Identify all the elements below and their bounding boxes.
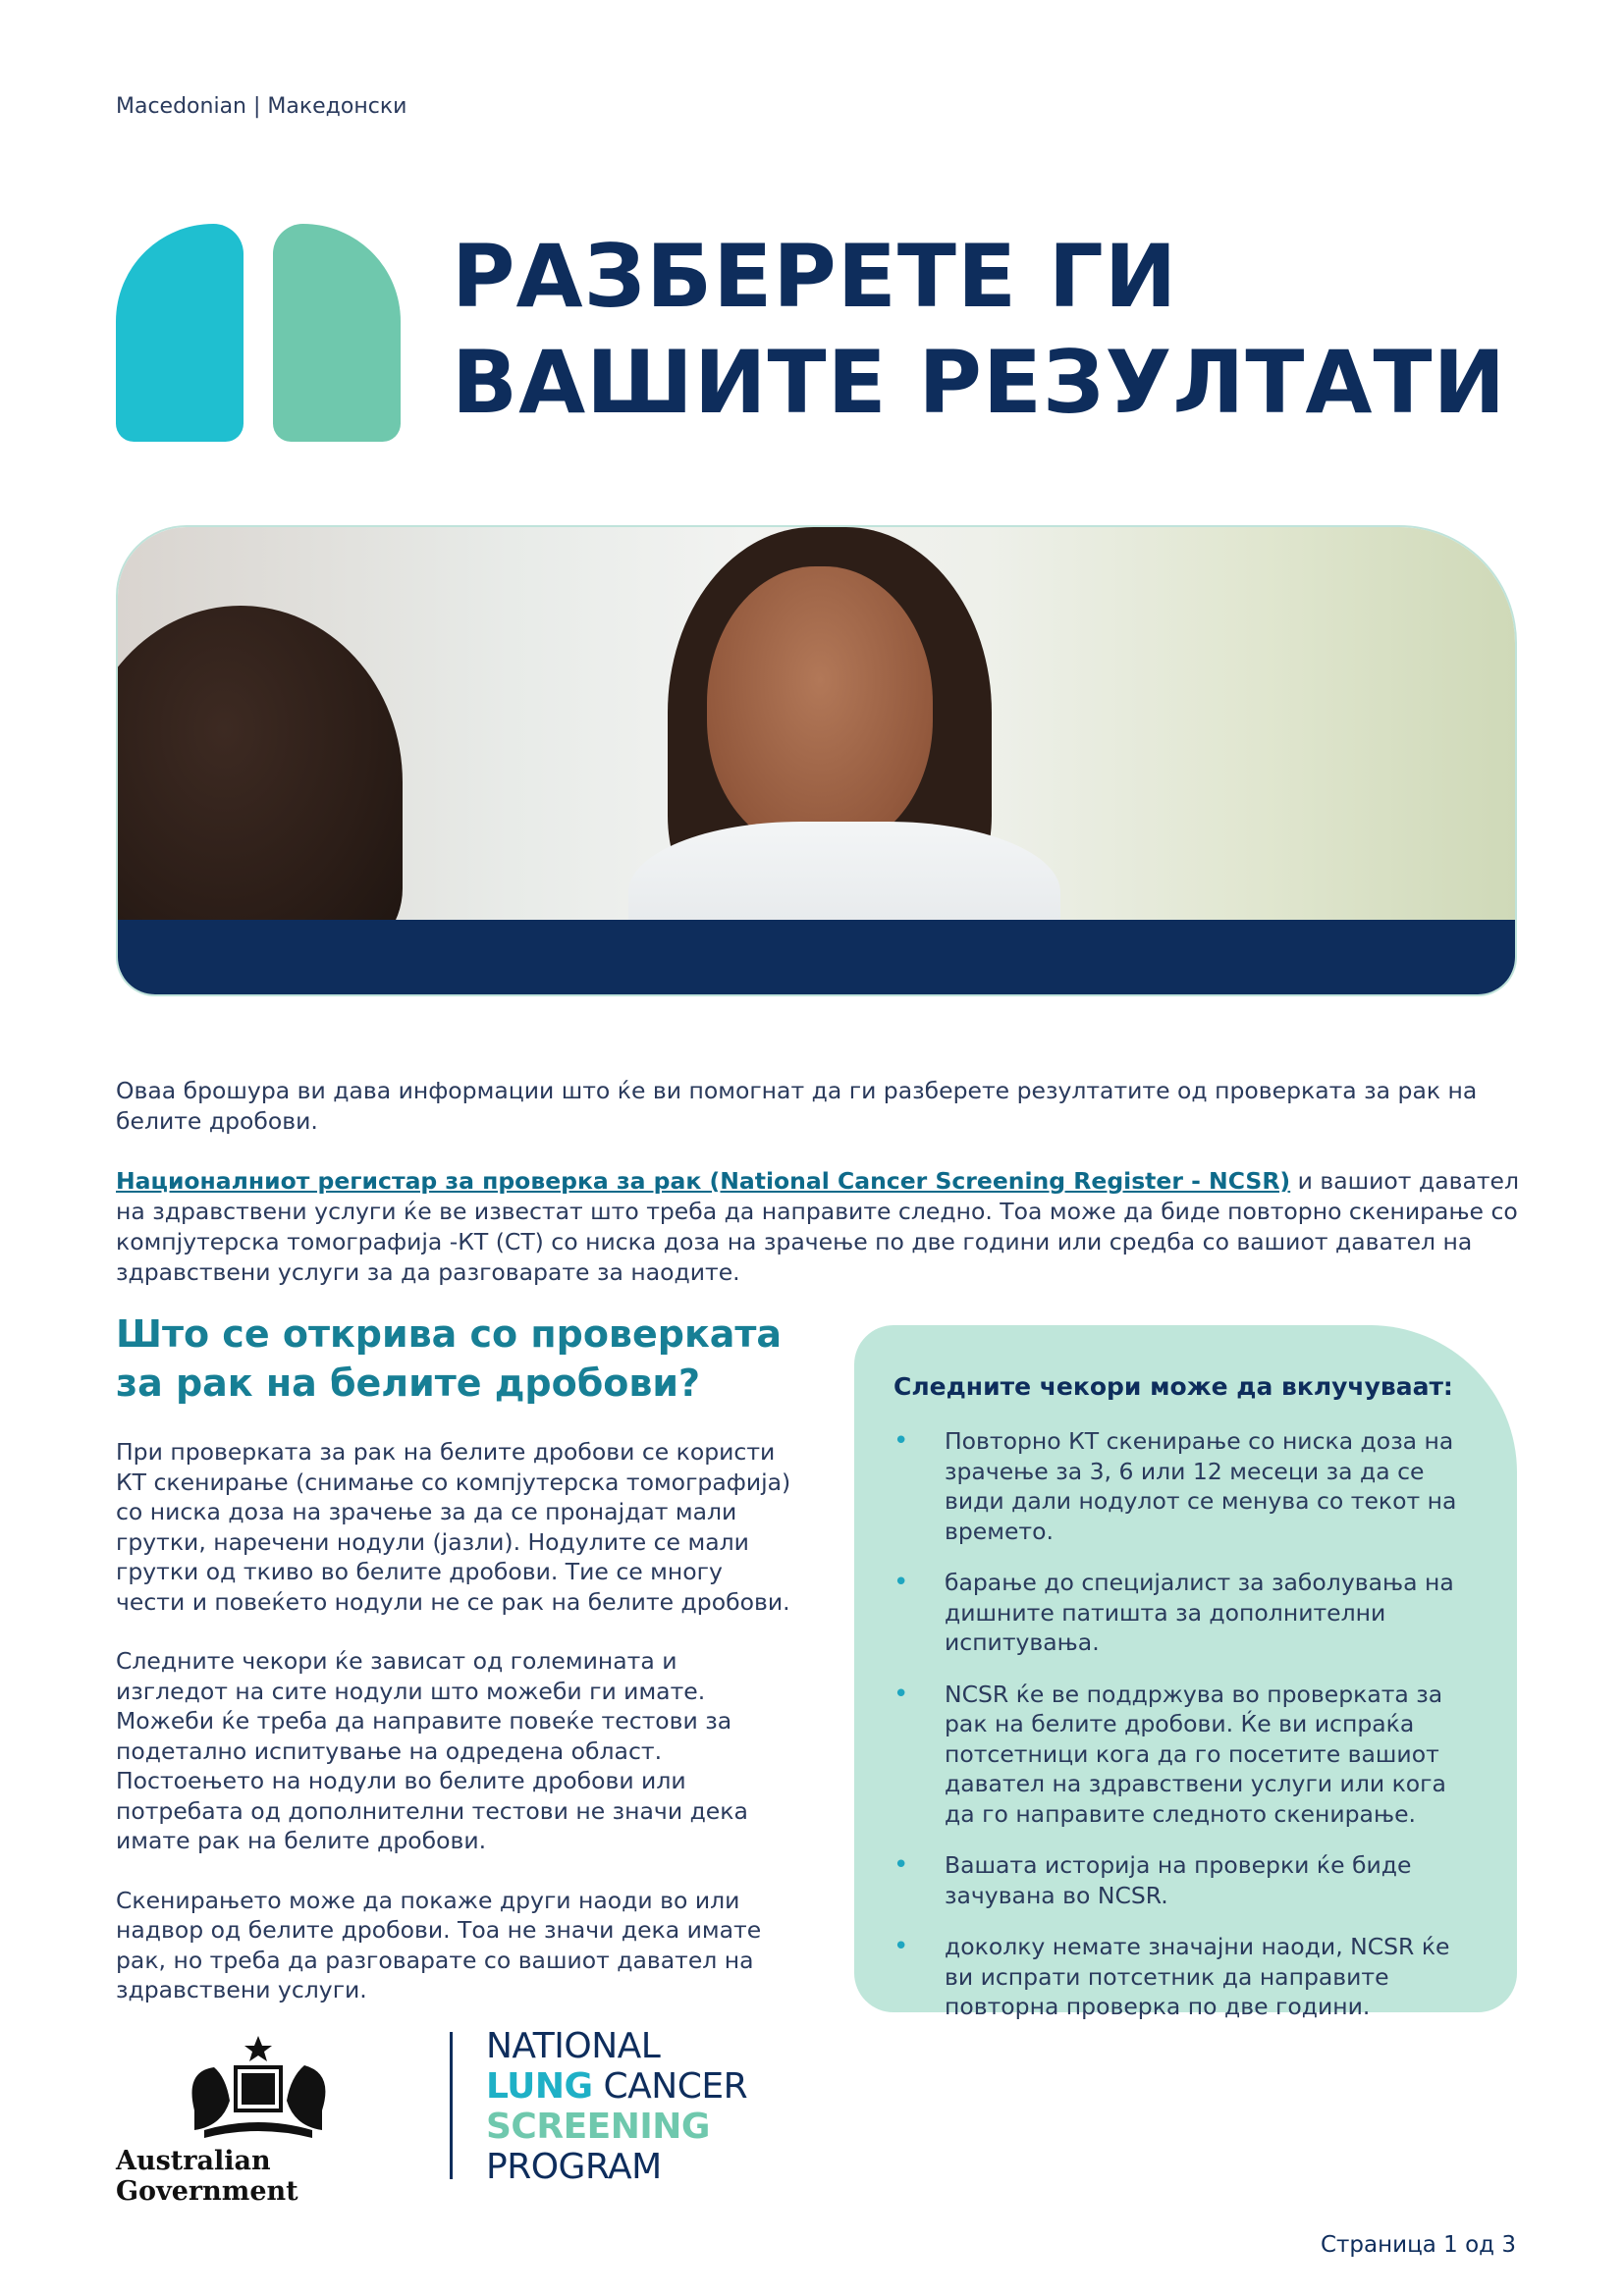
list-item xyxy=(893,1850,1478,1910)
next-steps-heading: Следните чекори може да вклучуваат: xyxy=(893,1372,1453,1401)
hero-photo xyxy=(118,527,1515,920)
lungs-logo-icon xyxy=(116,224,401,442)
list-item-text: доколку немате значајни наоди, NCSR ќе ви испрати потсетник да направите повторна проверка по две години. xyxy=(945,1933,1450,2020)
section-paragraph: Скенирањето може да покаже други наоди во или надвор од белите дробови. Тоа не значи дека имате рак, но треба да разговарате со вашиот давател на здравствени услуги. xyxy=(116,1886,762,2003)
intro-section xyxy=(116,1076,1520,1317)
list-item-text: Повторно КТ скенирање со ниска доза на зрачење за 3, 6 или 12 месеци за да се види дали нодулот се менува со текот на времето. xyxy=(945,1427,1457,1545)
program-cancer: CANCER xyxy=(592,2066,748,2107)
title-line-1: РАЗБЕРЕТЕ ГИ xyxy=(452,226,1178,327)
next-steps-box xyxy=(854,1325,1517,2020)
intro-paragraph-2-text: и вашиот давател на здравствени услуги ќе ве известат што треба да направите следно. Тоа може да биде повторно скенирање со компјутерска томографија -КТ (CT) со ниска доза на зрачење по две години или средба со вашиот давател на здравствени услуги за да разговарате за наодите. xyxy=(116,1167,1520,1286)
hero-image xyxy=(116,525,1517,996)
list-item xyxy=(893,1680,1478,1830)
ncsr-link[interactable]: Националниот регистар за проверка за рак (National Cancer Screening Register - NCSR) xyxy=(116,1167,1291,1195)
intro-paragraph: Оваа брошура ви дава информации што ќе ви помогнат да ги разберете резултатите од проверката за рак на белите дробови. xyxy=(116,1077,1478,1135)
bullet-icon: • xyxy=(893,1679,909,1709)
doctor-face xyxy=(707,566,933,851)
section-paragraph: При проверката за рак на белите дробови се користи КТ скенирање (снимање со компјутерска томографија) со ниска доза на зрачење за да се пронајдат мали грутки, наречени нодули (јазли). Нодулите се мали грутки од ткиво во белите дробови. Тие се многу чести и повеќето нодули не се рак на белите дробови. xyxy=(116,1438,791,1616)
program-line-4: PROGRAM xyxy=(486,2147,662,2187)
hero-band xyxy=(118,920,1515,996)
list-item xyxy=(893,1426,1478,1546)
program-line-1: NATIONAL xyxy=(486,2026,661,2066)
language-label: Macedonian | Македонски xyxy=(116,94,407,119)
program-logo xyxy=(486,2026,747,2187)
patient-silhouette xyxy=(116,606,403,959)
list-item-text: NCSR ќе ве поддржува во проверката за рак на белите дробови. Ќе ви испраќа потсетници кога да го посетите вашиот давател на здравствени услуги или кога да го направите следното скенирање. xyxy=(945,1680,1446,1828)
title-line-2: ВАШИТЕ РЕЗУЛТАТИ xyxy=(452,332,1507,433)
list-item xyxy=(893,1568,1478,1658)
list-item xyxy=(893,1932,1478,2022)
bullet-icon: • xyxy=(893,1932,909,1961)
intro-paragraph-2 xyxy=(116,1166,1520,1288)
coat-of-arms-icon xyxy=(175,2032,342,2142)
bullet-icon: • xyxy=(893,1426,909,1456)
program-line-3: SCREENING xyxy=(486,2107,710,2147)
section-heading: Што се открива со проверката за рак на белите дробови? xyxy=(116,1312,783,1405)
section-paragraph: Следните чекори ќе зависат од големината и изгледот на сите нодули што можеби ги имате. Можеби ќе треба да направите повеќе тестови за подетално испитување на одредена област. Постоењето на нодули во белите дробови или потребата од дополнителни тестови не значи дека имате рак на белите дробови. xyxy=(116,1647,748,1854)
page-title xyxy=(452,224,1532,436)
footer-divider xyxy=(450,2032,453,2179)
program-lung: LUNG xyxy=(486,2066,593,2107)
next-steps-list xyxy=(893,1426,1478,2022)
bullet-icon: • xyxy=(893,1568,909,1597)
left-lung-shape xyxy=(116,224,244,442)
right-lung-shape xyxy=(273,224,401,442)
government-logo xyxy=(116,2032,420,2207)
list-item-text: Вашата историја на проверки ќе биде зачувана во NCSR. xyxy=(945,1851,1412,1909)
main-section xyxy=(116,1309,793,2035)
bullet-icon: • xyxy=(893,1850,909,1880)
list-item-text: барање до специјалист за заболувања на дишните патишта за дополнителни испитувања. xyxy=(945,1569,1454,1656)
page-number: Страница 1 од 3 xyxy=(1320,2232,1516,2258)
government-name: Australian Government xyxy=(116,2146,298,2207)
program-line-2 xyxy=(486,2066,747,2107)
